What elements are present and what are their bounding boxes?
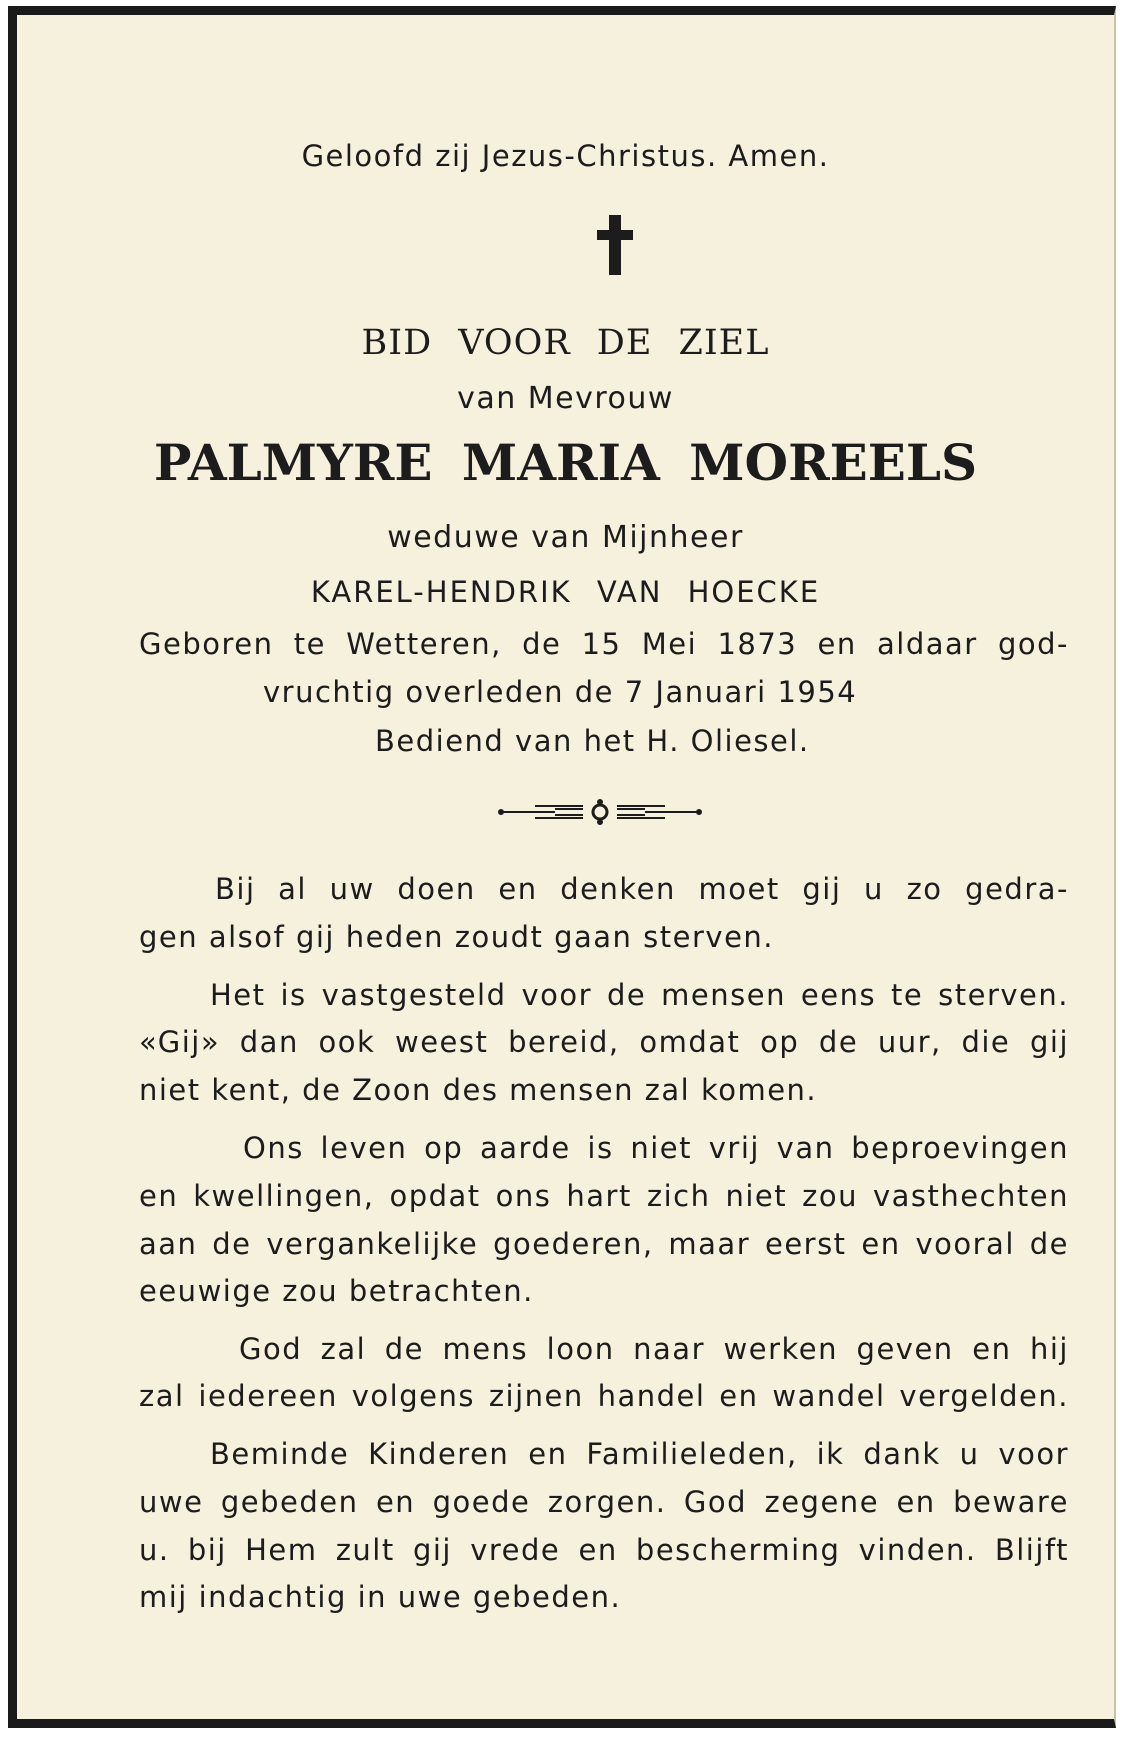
- cross-icon: [597, 215, 633, 275]
- paragraph-3-line-1: Ons leven op aarde is niet vrij van beproevingen: [243, 1131, 1069, 1165]
- paragraph-3-line-2: en kwellingen, opdat ons hart zich niet zou vasthechten: [139, 1179, 1069, 1213]
- husband-name: KAREL-HENDRIK VAN HOECKE: [310, 575, 821, 609]
- dates-line-3: Bediend van het H. Oliesel.: [375, 724, 810, 758]
- deceased-name: PALMYRE MARIA MOREELS: [153, 433, 978, 492]
- paragraph-2-line-3: niet kent, de Zoon des mensen zal komen.: [139, 1073, 818, 1107]
- paragraph-5-line-4: mij indachtig in uwe gebeden.: [139, 1580, 622, 1614]
- paragraph-4-line-1: God zal de mens loon naar werken geven en hij: [239, 1332, 1069, 1366]
- paragraph-5-line-3: u. bij Hem zult gij vrede en bescherming vinden. Blijft: [139, 1533, 1069, 1567]
- motto: Geloofd zij Jezus-Christus. Amen.: [301, 139, 830, 173]
- dates-line-2: vruchtig overleden de 7 Januari 1954: [263, 675, 858, 709]
- paragraph-3-line-4: eeuwige zou betrachten.: [139, 1274, 534, 1308]
- paragraph-2-line-2: «Gij» dan ook weest bereid, omdat op de uur, die gij: [139, 1025, 1069, 1059]
- paragraph-5-line-1: Beminde Kinderen en Familieleden, ik dank u voor: [210, 1437, 1069, 1471]
- paragraph-1-line-1: Bij al uw doen en denken moet gij u zo gedra-: [215, 872, 1069, 906]
- widow-of: weduwe van Mijnheer: [387, 520, 744, 555]
- paragraph-1-line-2: gen alsof gij heden zoudt gaan sterven.: [139, 920, 775, 954]
- paragraph-3-line-3: aan de vergankelijke goederen, maar eerst en vooral de: [139, 1227, 1069, 1261]
- van-mevrouw: van Mevrouw: [457, 381, 674, 416]
- paragraph-4-line-2: zal iedereen volgens zijnen handel en wandel vergelden.: [139, 1379, 1069, 1413]
- dates-line-1: Geboren te Wetteren, de 15 Mei 1873 en aldaar god-: [139, 627, 1069, 661]
- memorial-card: [8, 6, 1116, 1728]
- decorative-divider-icon: [495, 797, 705, 827]
- prayer-heading: BID VOOR DE ZIEL: [361, 323, 770, 363]
- paragraph-5-line-2: uwe gebeden en goede zorgen. God zegene en beware: [139, 1485, 1069, 1519]
- paragraph-2-line-1: Het is vastgesteld voor de mensen eens te sterven.: [210, 978, 1069, 1012]
